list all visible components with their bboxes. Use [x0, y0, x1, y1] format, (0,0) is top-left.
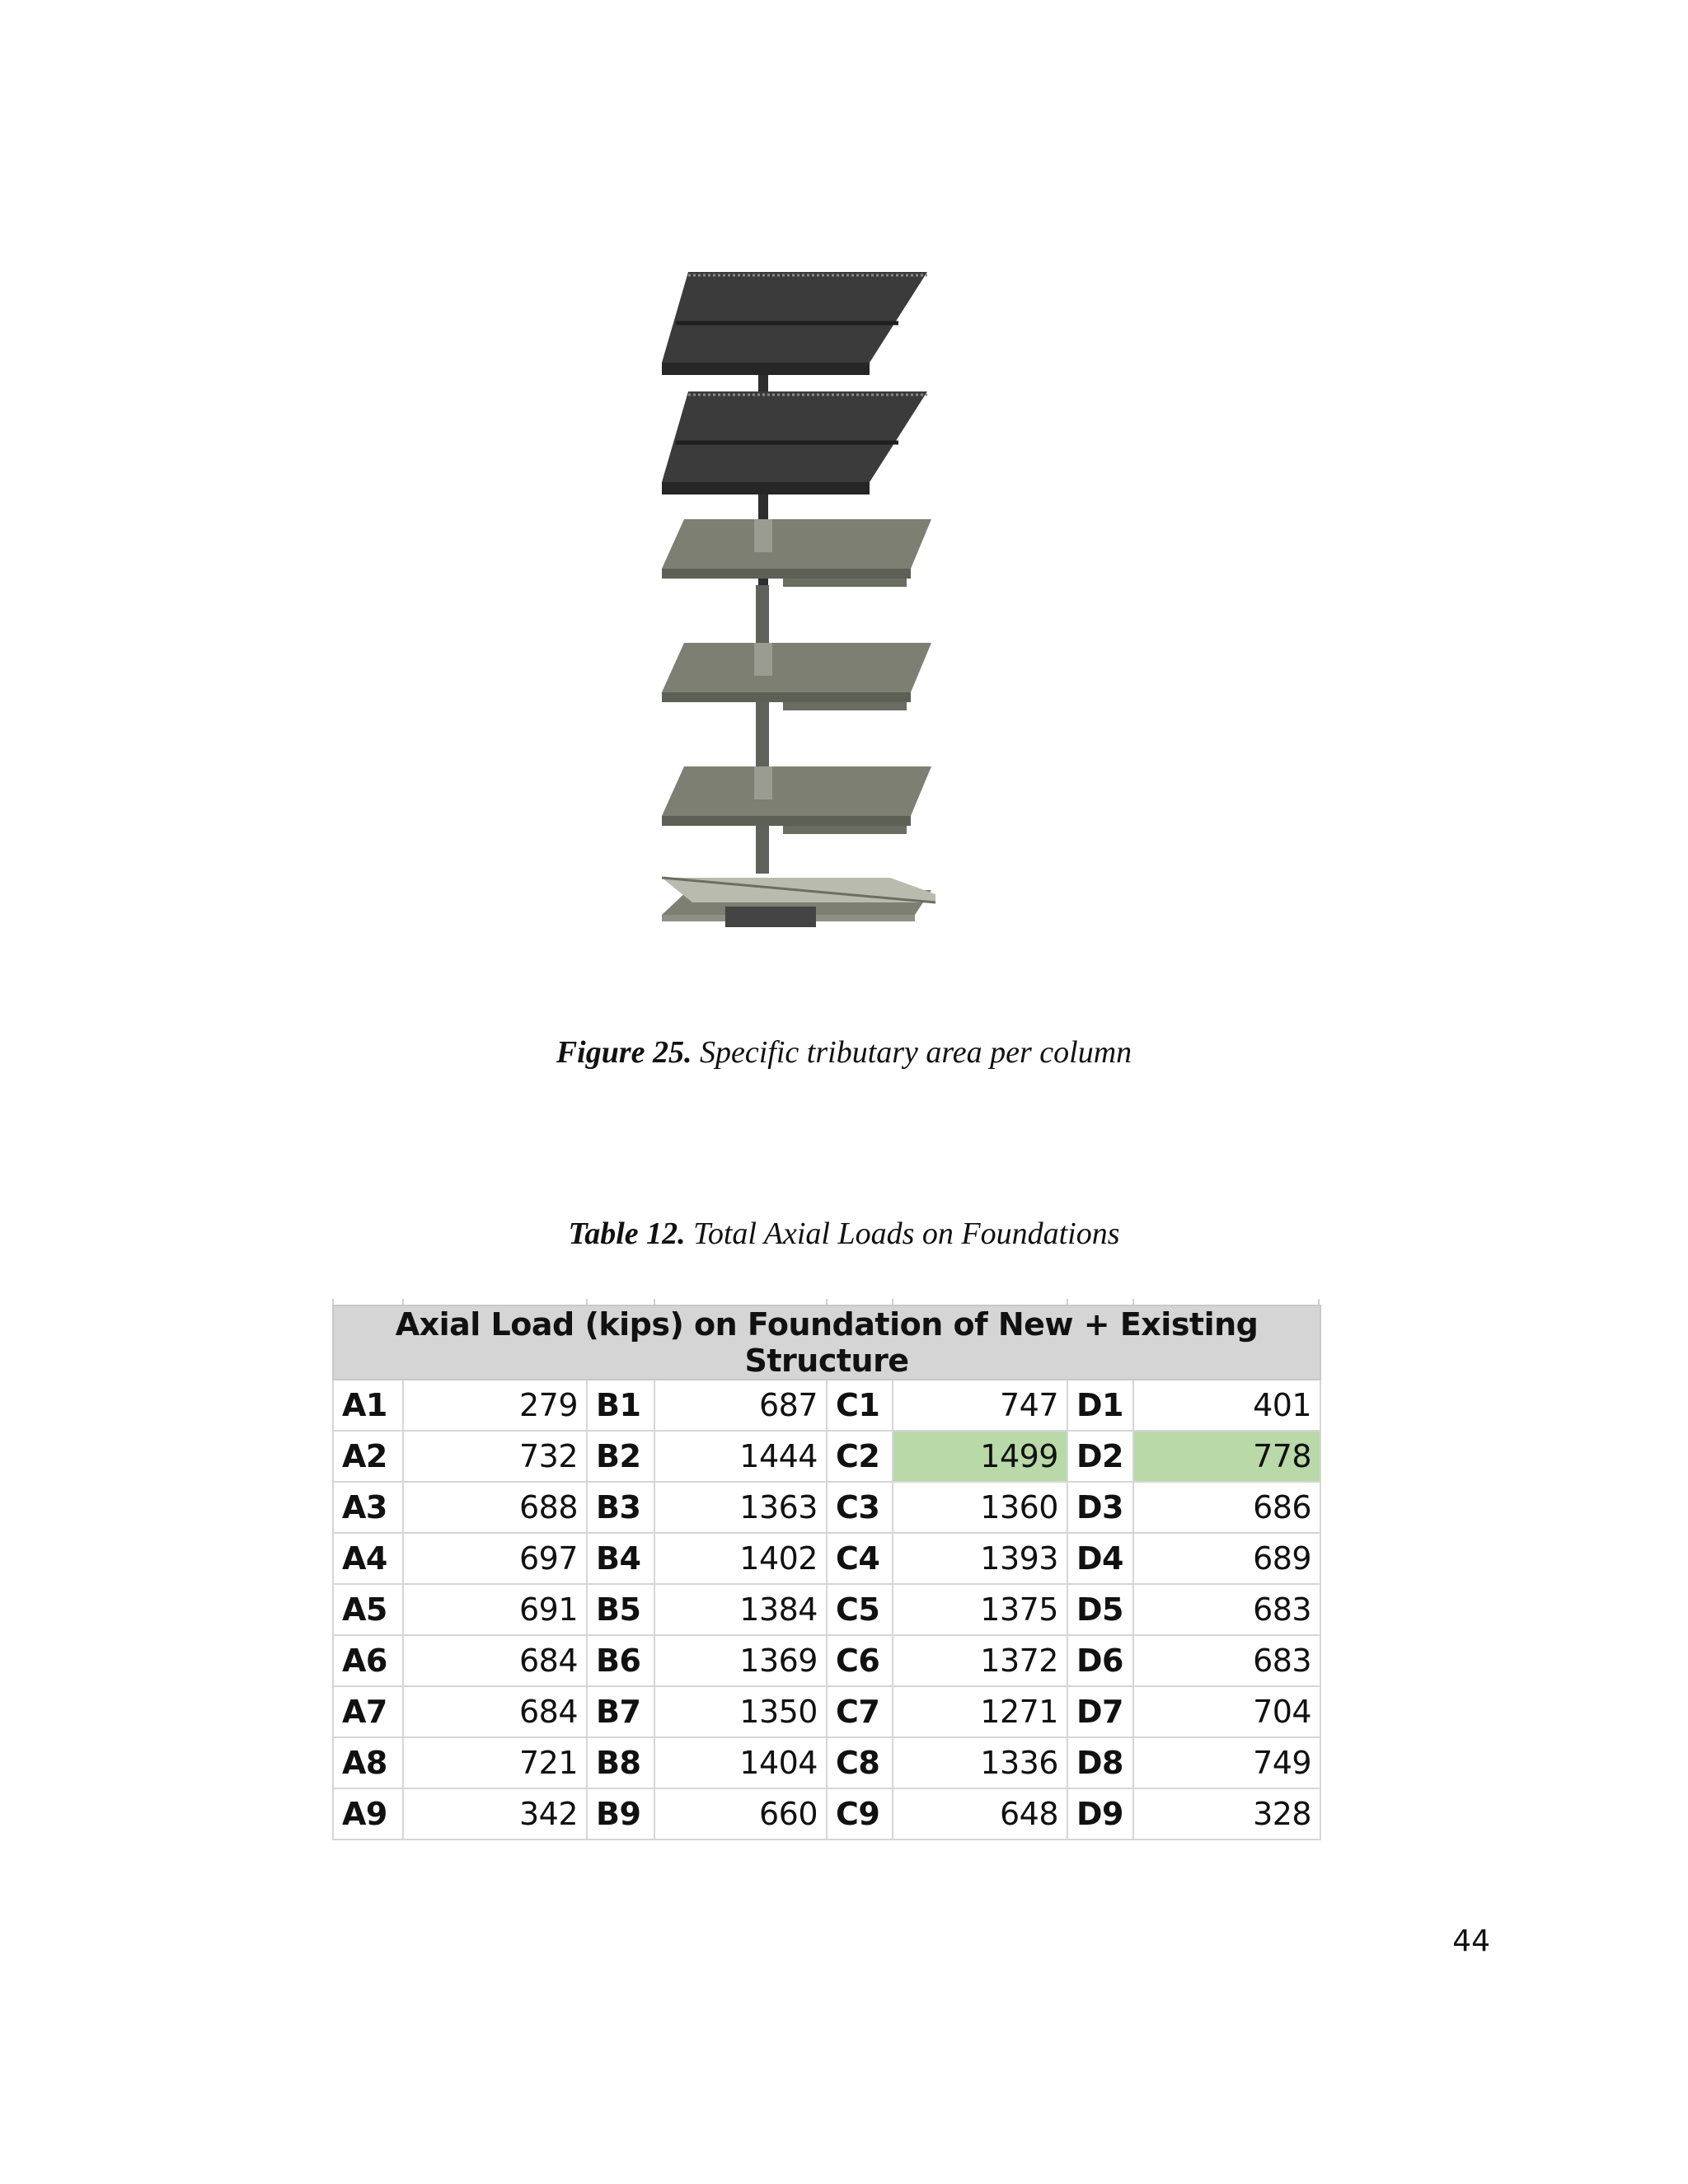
- table-row: [333, 1431, 1320, 1482]
- column-id-cell: D5: [1067, 1584, 1133, 1635]
- axial-load-value-cell: 648: [893, 1788, 1067, 1840]
- table-caption-text: Total Axial Loads on Foundations: [693, 1216, 1120, 1251]
- axial-load-table: [332, 1305, 1320, 1840]
- column-id-cell: A6: [333, 1635, 403, 1686]
- axial-load-value-cell: 1350: [654, 1686, 827, 1737]
- column-model-illustration: [643, 255, 973, 940]
- table-row: [333, 1788, 1320, 1840]
- axial-load-value-cell: 1404: [654, 1737, 827, 1788]
- axial-load-value-cell: 688: [403, 1482, 587, 1533]
- column-id-cell: A8: [333, 1737, 403, 1788]
- figure-caption: [0, 1034, 1688, 1071]
- axial-load-value-cell: 721: [403, 1737, 587, 1788]
- light-slab: [662, 766, 931, 816]
- axial-load-value-cell: 1393: [893, 1533, 1067, 1584]
- axial-load-value-cell: 686: [1133, 1482, 1320, 1533]
- dark-slab-edge: [662, 482, 870, 494]
- column-id-cell: D8: [1067, 1737, 1133, 1788]
- column-id-cell: C7: [827, 1686, 893, 1737]
- column-id-cell: C6: [827, 1635, 893, 1686]
- axial-load-value-cell: 749: [1133, 1737, 1320, 1788]
- axial-load-value-cell: 1402: [654, 1533, 827, 1584]
- axial-load-value-cell: 1336: [893, 1737, 1067, 1788]
- column-id-cell: B7: [587, 1686, 654, 1737]
- axial-load-value-cell: 683: [1133, 1584, 1320, 1635]
- axial-load-value-cell: 684: [403, 1635, 587, 1686]
- page-number: 44: [1452, 1924, 1490, 1958]
- axial-load-value-cell: 342: [403, 1788, 587, 1840]
- figure-caption-label: Figure 25.: [556, 1035, 692, 1070]
- axial-load-value-cell: 732: [403, 1431, 587, 1482]
- table-header: Axial Load (kips) on Foundation of New + Existing Structure: [333, 1305, 1320, 1380]
- axial-load-value-cell: 1384: [654, 1584, 827, 1635]
- column-id-cell: D9: [1067, 1788, 1133, 1840]
- light-slab: [662, 643, 931, 692]
- lower-column: [756, 585, 769, 874]
- axial-load-value-cell: 279: [403, 1380, 587, 1431]
- column-id-cell: D4: [1067, 1533, 1133, 1584]
- column-id-cell: A4: [333, 1533, 403, 1584]
- column-id-cell: A2: [333, 1431, 403, 1482]
- axial-load-value-cell: 684: [403, 1686, 587, 1737]
- axial-load-value-cell: 778: [1133, 1431, 1320, 1482]
- column-id-cell: C8: [827, 1737, 893, 1788]
- beam-joint: [754, 519, 772, 552]
- axial-load-value-cell: 683: [1133, 1635, 1320, 1686]
- column-id-cell: A9: [333, 1788, 403, 1840]
- column-id-cell: A1: [333, 1380, 403, 1431]
- axial-load-value-cell: 1360: [893, 1482, 1067, 1533]
- axial-load-value-cell: 1271: [893, 1686, 1067, 1737]
- column-id-cell: D1: [1067, 1380, 1133, 1431]
- table-row: [333, 1380, 1320, 1431]
- beam-underside: [783, 579, 907, 587]
- footing: [725, 907, 816, 927]
- column-id-cell: C9: [827, 1788, 893, 1840]
- column-id-cell: C1: [827, 1380, 893, 1431]
- column-id-cell: B2: [587, 1431, 654, 1482]
- table-caption: [0, 1216, 1688, 1252]
- axial-load-value-cell: 660: [654, 1788, 827, 1840]
- light-slab: [662, 519, 931, 569]
- table-row: [333, 1686, 1320, 1737]
- figure-caption-text: Specific tributary area per column: [700, 1035, 1132, 1070]
- axial-load-value-cell: 691: [403, 1584, 587, 1635]
- table-row: [333, 1635, 1320, 1686]
- light-slab-edge: [662, 816, 911, 826]
- axial-load-value-cell: 1375: [893, 1584, 1067, 1635]
- axial-load-value-cell: 747: [893, 1380, 1067, 1431]
- figure-25-image: [643, 255, 973, 940]
- axial-load-value-cell: 1444: [654, 1431, 827, 1482]
- axial-load-value-cell: 1369: [654, 1635, 827, 1686]
- beam-joint: [754, 643, 772, 676]
- axial-load-value-cell: 401: [1133, 1380, 1320, 1431]
- column-id-cell: A3: [333, 1482, 403, 1533]
- axial-load-value-cell: 1372: [893, 1635, 1067, 1686]
- beam-underside: [783, 826, 907, 834]
- table-row: [333, 1737, 1320, 1788]
- column-id-cell: D7: [1067, 1686, 1133, 1737]
- column-id-cell: C5: [827, 1584, 893, 1635]
- axial-load-value-cell: 689: [1133, 1533, 1320, 1584]
- dark-slab-edge: [662, 363, 870, 375]
- beam-joint: [754, 766, 772, 799]
- column-id-cell: B6: [587, 1635, 654, 1686]
- table-row: [333, 1584, 1320, 1635]
- column-id-cell: A7: [333, 1686, 403, 1737]
- light-slab-edge: [662, 569, 911, 579]
- table-row: [333, 1533, 1320, 1584]
- table-body: [333, 1380, 1320, 1840]
- beam-underside: [783, 702, 907, 710]
- column-id-cell: B5: [587, 1584, 654, 1635]
- axial-load-value-cell: 1499: [893, 1431, 1067, 1482]
- dark-slab: [662, 272, 927, 363]
- column-id-cell: B8: [587, 1737, 654, 1788]
- axial-load-value-cell: 687: [654, 1380, 827, 1431]
- light-slab-edge: [662, 692, 911, 702]
- column-id-cell: B4: [587, 1533, 654, 1584]
- table-row: [333, 1482, 1320, 1533]
- column-id-cell: B9: [587, 1788, 654, 1840]
- column-id-cell: D2: [1067, 1431, 1133, 1482]
- column-id-cell: D6: [1067, 1635, 1133, 1686]
- table-caption-label: Table 12.: [568, 1216, 686, 1251]
- axial-load-value-cell: 697: [403, 1533, 587, 1584]
- column-id-cell: D3: [1067, 1482, 1133, 1533]
- column-id-cell: C4: [827, 1533, 893, 1584]
- column-id-cell: C2: [827, 1431, 893, 1482]
- dark-slab: [662, 391, 927, 482]
- column-id-cell: C3: [827, 1482, 893, 1533]
- axial-load-value-cell: 1363: [654, 1482, 827, 1533]
- column-id-cell: B3: [587, 1482, 654, 1533]
- column-id-cell: A5: [333, 1584, 403, 1635]
- axial-load-value-cell: 328: [1133, 1788, 1320, 1840]
- axial-load-value-cell: 704: [1133, 1686, 1320, 1737]
- column-id-cell: B1: [587, 1380, 654, 1431]
